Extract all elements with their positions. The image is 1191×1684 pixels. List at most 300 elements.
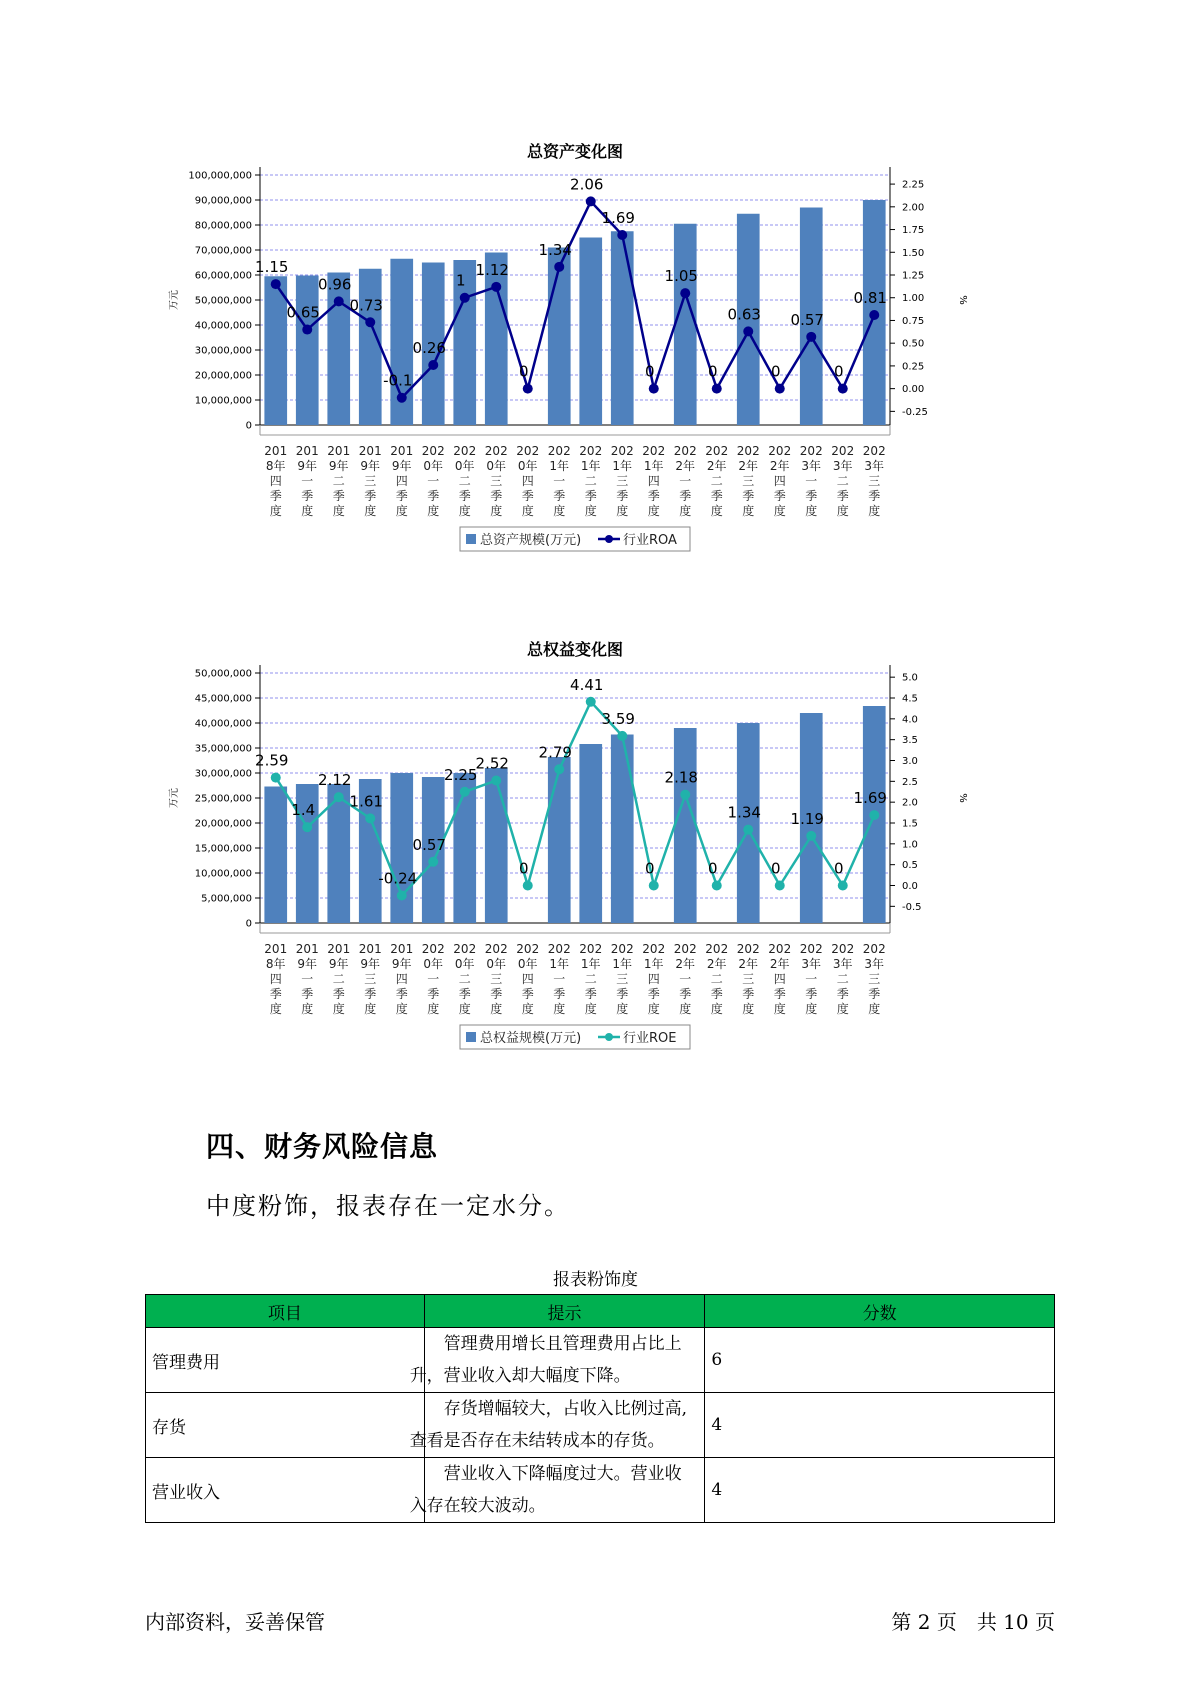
header-score: 分数 (705, 1295, 1055, 1328)
series-point (617, 230, 627, 240)
y-tick-label: 10,000,000 (194, 395, 252, 407)
x-category-label: 202 (799, 942, 823, 956)
data-label: 0 (518, 362, 529, 381)
x-category-label: 度 (616, 504, 629, 518)
series-point (712, 384, 722, 394)
data-label: 2.18 (664, 768, 698, 787)
x-category-label: 201 (327, 444, 351, 458)
x-category-label: 季 (679, 489, 692, 503)
x-category-label: 度 (301, 1002, 314, 1016)
x-category-label: 度 (458, 504, 471, 518)
series-point (869, 810, 879, 820)
series-point (491, 282, 501, 292)
x-category-label: 度 (647, 1002, 660, 1016)
x-category-label: 季 (805, 489, 818, 503)
bar (611, 735, 634, 924)
data-label: 0 (518, 859, 529, 878)
x-category-label: 度 (805, 1002, 818, 1016)
y2-tick-label: 1.0 (902, 839, 918, 851)
x-category-label: 二 (584, 474, 597, 488)
series-point (680, 288, 690, 298)
x-category-label: 季 (710, 987, 723, 1001)
x-category-label: 0年 (517, 957, 538, 971)
x-category-label: 四 (521, 972, 534, 986)
x-category-label: 季 (458, 489, 471, 503)
y2-tick-label: -0.5 (902, 901, 922, 913)
x-category-label: 四 (395, 972, 408, 986)
x-category-label: 度 (773, 504, 786, 518)
x-category-label: 202 (736, 942, 760, 956)
data-label: 2.52 (475, 754, 509, 773)
series-point (775, 384, 785, 394)
row-score: 6 (705, 1328, 1055, 1393)
x-category-label: 三 (490, 972, 503, 986)
x-category-label: 1年 (612, 957, 633, 971)
x-category-label: 2年 (738, 459, 759, 473)
x-category-label: 度 (553, 1002, 566, 1016)
x-category-label: 季 (584, 489, 597, 503)
y2-tick-label: 2.00 (902, 202, 925, 214)
x-category-label: 三 (616, 474, 629, 488)
series-point (397, 891, 407, 901)
series-point (743, 326, 753, 336)
x-category-label: 201 (390, 942, 414, 956)
y2-axis-label: % (957, 295, 968, 305)
x-category-label: 季 (679, 987, 692, 1001)
x-category-label: 季 (490, 987, 503, 1001)
hint-line: 存货增幅较大，占收入比例过高, (443, 1399, 688, 1419)
x-category-label: 四 (521, 474, 534, 488)
x-category-label: 度 (332, 504, 345, 518)
data-label: 1.12 (475, 260, 509, 279)
x-category-label: 3年 (864, 459, 885, 473)
x-category-label: 202 (705, 942, 729, 956)
x-category-label: 度 (710, 1002, 723, 1016)
data-label: 2.06 (570, 175, 604, 194)
x-category-label: 度 (584, 504, 597, 518)
x-category-label: 二 (836, 474, 849, 488)
data-label: 3.59 (601, 709, 635, 728)
legend-line-label: 行业ROE (623, 1031, 677, 1046)
x-category-label: 季 (269, 987, 282, 1001)
x-category-label: 季 (364, 489, 377, 503)
x-category-label: 3年 (832, 957, 853, 971)
x-category-label: 201 (358, 444, 382, 458)
x-category-label: 二 (584, 972, 597, 986)
x-category-label: 度 (427, 504, 440, 518)
x-category-label: 季 (836, 489, 849, 503)
x-category-label: 8年 (265, 957, 286, 971)
x-category-label: 度 (427, 1002, 440, 1016)
x-category-label: 9年 (328, 957, 349, 971)
x-category-label: 0年 (423, 957, 444, 971)
x-category-label: 二 (458, 474, 471, 488)
x-category-label: 202 (484, 444, 508, 458)
x-category-label: 1年 (643, 957, 664, 971)
y-tick-label: 90,000,000 (194, 195, 252, 207)
x-category-label: 度 (458, 1002, 471, 1016)
bar (327, 273, 350, 426)
y-tick-label: 40,000,000 (194, 718, 252, 730)
x-category-label: 2年 (738, 957, 759, 971)
x-category-label: 四 (647, 474, 660, 488)
series-point (460, 293, 470, 303)
y2-tick-label: 0.0 (902, 881, 918, 892)
x-category-label: 202 (736, 444, 760, 458)
x-category-label: 季 (490, 489, 503, 503)
series-point (334, 792, 344, 802)
x-category-label: 度 (868, 504, 881, 518)
series-point (775, 881, 785, 891)
x-category-label: 三 (364, 972, 377, 986)
x-category-label: 202 (831, 444, 855, 458)
x-category-label: 9年 (297, 957, 318, 971)
data-label: 0 (707, 859, 718, 878)
x-category-label: 0年 (454, 957, 475, 971)
data-label: 2.12 (318, 771, 352, 790)
legend-bar-swatch (466, 1032, 476, 1042)
x-category-label: 一 (805, 474, 818, 488)
series-point (554, 764, 564, 774)
x-category-label: 0年 (423, 459, 444, 473)
y-axis-label: 万元 (169, 788, 180, 808)
hint-line: 管理费用增长且管理费用占比上 (443, 1334, 682, 1354)
x-category-label: 2年 (706, 957, 727, 971)
x-category-label: 二 (458, 972, 471, 986)
x-category-label: 季 (553, 987, 566, 1001)
x-category-label: 三 (490, 474, 503, 488)
x-category-label: 季 (427, 489, 440, 503)
bar (737, 723, 760, 923)
data-label: -0.1 (383, 371, 413, 390)
x-category-label: 度 (679, 504, 692, 518)
risk-table (145, 1294, 1055, 1523)
x-category-label: 202 (768, 444, 792, 458)
x-category-label: 一 (301, 972, 314, 986)
series-point (554, 262, 564, 272)
x-category-label: 季 (868, 987, 881, 1001)
hint-line: 升，营业收入却大幅度下降。 (409, 1366, 631, 1386)
x-category-label: 201 (358, 942, 382, 956)
x-category-label: 201 (327, 942, 351, 956)
hint-line: 入存在较大波动。 (409, 1496, 546, 1516)
x-category-label: 季 (773, 489, 786, 503)
row-item: 存货 (146, 1393, 425, 1458)
x-category-label: 季 (647, 987, 660, 1001)
x-category-label: 度 (679, 1002, 692, 1016)
data-label: 0 (770, 362, 781, 381)
x-category-label: 度 (742, 504, 755, 518)
section-summary: 中度粉饰，报表存在一定水分。 (206, 1192, 570, 1220)
x-category-label: 四 (395, 474, 408, 488)
x-category-label: 202 (579, 942, 603, 956)
x-category-label: 202 (547, 942, 571, 956)
x-category-label: 季 (427, 987, 440, 1001)
x-category-label: 202 (705, 444, 729, 458)
data-label: 2.79 (538, 743, 572, 762)
x-category-label: 0年 (486, 957, 507, 971)
series-point (523, 881, 533, 891)
series-point (397, 393, 407, 403)
series-point (743, 825, 753, 835)
series-point (838, 384, 848, 394)
y-tick-label: 5,000,000 (201, 893, 252, 905)
x-category-label: 度 (490, 504, 503, 518)
y-tick-label: 0 (245, 918, 252, 930)
x-category-label: 2年 (675, 957, 696, 971)
data-label: 1.69 (601, 209, 635, 227)
data-label: 0.81 (853, 289, 887, 307)
x-category-label: 202 (642, 444, 666, 458)
series-point (806, 332, 816, 342)
x-category-label: 季 (332, 987, 345, 1001)
x-category-label: 季 (647, 489, 660, 503)
x-category-label: 9年 (360, 459, 381, 473)
data-label: 0.96 (318, 275, 352, 294)
footer-confidential: 内部资料，妥善保管 (145, 1610, 325, 1634)
x-category-label: 9年 (391, 459, 412, 473)
y-tick-label: 15,000,000 (194, 843, 252, 855)
series-point (491, 776, 501, 786)
x-category-label: 三 (616, 972, 629, 986)
x-category-label: 度 (364, 504, 377, 518)
x-category-label: 9年 (391, 957, 412, 971)
x-category-label: 9年 (328, 459, 349, 473)
x-category-label: 201 (264, 444, 288, 458)
x-category-label: 202 (421, 942, 445, 956)
chart-title: 总权益变化图 (526, 640, 624, 659)
y2-tick-label: 1.5 (902, 818, 918, 830)
x-category-label: 202 (831, 942, 855, 956)
series-point (460, 787, 470, 797)
x-category-label: 四 (773, 474, 786, 488)
row-score: 4 (705, 1458, 1055, 1523)
y-axis-label: 万元 (169, 290, 180, 310)
series-point (712, 881, 722, 891)
x-category-label: 度 (836, 1002, 849, 1016)
y2-tick-label: 4.5 (902, 693, 918, 705)
y-tick-label: 70,000,000 (194, 245, 252, 257)
data-label: 1.19 (790, 809, 824, 828)
data-label: 0 (833, 362, 844, 381)
series-point (617, 731, 627, 741)
y-tick-label: 40,000,000 (194, 320, 252, 332)
y2-tick-label: -0.25 (902, 406, 928, 418)
x-category-label: 1年 (580, 459, 601, 473)
x-category-label: 一 (427, 474, 440, 488)
x-category-label: 一 (553, 474, 566, 488)
x-category-label: 201 (295, 444, 319, 458)
x-category-label: 二 (332, 474, 345, 488)
x-category-label: 度 (490, 1002, 503, 1016)
series-point (428, 857, 438, 867)
x-category-label: 季 (584, 987, 597, 1001)
data-label: 1.05 (664, 267, 698, 286)
y2-axis-label: % (957, 793, 968, 803)
x-category-label: 202 (453, 444, 477, 458)
data-label: 4.41 (570, 675, 604, 694)
series-point (365, 317, 375, 327)
x-category-label: 季 (805, 987, 818, 1001)
data-label: 0.73 (349, 296, 383, 315)
x-category-label: 度 (521, 1002, 534, 1016)
x-category-label: 201 (295, 942, 319, 956)
y-tick-label: 60,000,000 (194, 270, 252, 282)
y-tick-label: 20,000,000 (194, 818, 252, 830)
total-assets-chart (150, 135, 1040, 590)
data-label: 2.25 (444, 765, 478, 784)
table-row (146, 1328, 1055, 1393)
row-item: 营业收入 (146, 1458, 425, 1523)
data-label: 0 (770, 859, 781, 878)
section-heading: 四、财务风险信息 (206, 1130, 439, 1163)
header-hint: 提示 (424, 1295, 705, 1328)
legend-line-label: 行业ROA (623, 533, 677, 548)
series-point (365, 813, 375, 823)
legend-bar-swatch (466, 534, 476, 544)
data-label: 1 (455, 271, 466, 290)
x-category-label: 度 (868, 1002, 881, 1016)
series-point (271, 279, 281, 289)
x-category-label: 1年 (580, 957, 601, 971)
x-category-label: 季 (521, 489, 534, 503)
y2-tick-label: 3.0 (902, 756, 918, 767)
data-label: -0.24 (378, 869, 418, 888)
data-label: 1.34 (727, 803, 761, 822)
row-item: 管理费用 (146, 1328, 425, 1393)
x-category-label: 202 (516, 942, 540, 956)
x-category-label: 度 (269, 1002, 282, 1016)
x-category-label: 季 (395, 489, 408, 503)
y2-tick-label: 0.5 (902, 860, 918, 872)
legend-line-marker (605, 535, 613, 543)
y2-tick-label: 0.50 (902, 338, 925, 350)
x-category-label: 一 (553, 972, 566, 986)
chart-title: 总资产变化图 (526, 142, 624, 161)
x-category-label: 季 (742, 489, 755, 503)
bar (579, 744, 602, 923)
x-category-label: 三 (868, 972, 881, 986)
y2-tick-label: 2.0 (902, 797, 918, 809)
legend-line-marker (605, 1033, 613, 1041)
y2-tick-label: 0.75 (902, 315, 925, 327)
x-category-label: 202 (642, 942, 666, 956)
table-header-row (146, 1295, 1055, 1328)
x-category-label: 度 (553, 504, 566, 518)
x-category-label: 季 (521, 987, 534, 1001)
bar (674, 728, 697, 923)
y2-tick-label: 5.0 (902, 672, 918, 684)
series-point (649, 384, 659, 394)
y-tick-label: 0 (245, 420, 252, 432)
header-item: 项目 (146, 1295, 425, 1328)
data-label: 1.61 (349, 792, 383, 811)
hint-line: 查看是否存在未结转成本的存货。 (409, 1431, 665, 1451)
x-category-label: 一 (679, 474, 692, 488)
x-category-label: 202 (579, 444, 603, 458)
series-point (302, 325, 312, 335)
data-label: 1.34 (538, 240, 572, 259)
x-category-label: 202 (862, 942, 886, 956)
bar (579, 238, 602, 426)
x-category-label: 202 (799, 444, 823, 458)
hint-line: 营业收入下降幅度过大。营业收 (443, 1464, 682, 1484)
x-category-label: 202 (453, 942, 477, 956)
x-category-label: 一 (679, 972, 692, 986)
bar (359, 269, 382, 425)
data-label: 0.57 (412, 835, 446, 854)
y2-tick-label: 1.00 (902, 293, 925, 305)
x-category-label: 202 (516, 444, 540, 458)
x-category-label: 1年 (549, 459, 570, 473)
row-hint (409, 1328, 705, 1393)
series-point (838, 881, 848, 891)
x-category-label: 0年 (486, 459, 507, 473)
x-category-label: 季 (395, 987, 408, 1001)
data-label: 0 (707, 362, 718, 381)
y-tick-label: 10,000,000 (194, 868, 252, 880)
y2-tick-label: 2.5 (902, 776, 918, 788)
footer-page-number: 第 2 页 共 10 页 (891, 1610, 1055, 1634)
x-category-label: 三 (742, 474, 755, 488)
data-label: 1.15 (255, 258, 289, 277)
x-category-label: 四 (647, 972, 660, 986)
bar (611, 231, 634, 425)
series-point (806, 831, 816, 841)
row-score: 4 (705, 1393, 1055, 1458)
x-category-label: 度 (710, 504, 723, 518)
series-point (586, 196, 596, 206)
x-category-label: 202 (610, 942, 634, 956)
data-label: 0.26 (412, 339, 446, 357)
x-category-label: 1年 (612, 459, 633, 473)
y-tick-label: 50,000,000 (194, 295, 252, 307)
x-category-label: 3年 (864, 957, 885, 971)
y-tick-label: 50,000,000 (194, 668, 252, 680)
chart-svg (150, 633, 1040, 1088)
x-category-label: 202 (862, 444, 886, 458)
x-category-label: 202 (673, 942, 697, 956)
chart-svg (150, 135, 1040, 590)
series-point (586, 697, 596, 707)
y2-tick-label: 3.5 (902, 735, 918, 747)
x-category-label: 季 (364, 987, 377, 1001)
y2-tick-label: 4.0 (902, 714, 918, 726)
x-category-label: 1年 (643, 459, 664, 473)
bar (485, 768, 508, 923)
y-tick-label: 100,000,000 (188, 170, 252, 182)
x-category-label: 度 (742, 1002, 755, 1016)
x-category-label: 二 (710, 972, 723, 986)
x-category-label: 四 (269, 972, 282, 986)
y2-tick-label: 2.25 (902, 179, 925, 191)
y2-tick-label: 1.75 (902, 225, 925, 237)
y2-tick-label: 0.25 (902, 361, 925, 373)
x-category-label: 2年 (769, 459, 790, 473)
y2-tick-label: 0.00 (902, 384, 925, 396)
x-category-label: 9年 (360, 957, 381, 971)
x-category-label: 1年 (549, 957, 570, 971)
x-category-label: 季 (269, 489, 282, 503)
data-label: 0.63 (727, 305, 761, 324)
x-category-label: 四 (773, 972, 786, 986)
total-equity-chart (150, 633, 1040, 1088)
x-category-label: 202 (484, 942, 508, 956)
x-category-label: 度 (332, 1002, 345, 1016)
data-label: 0 (644, 362, 655, 381)
x-category-label: 度 (301, 504, 314, 518)
x-category-label: 202 (673, 444, 697, 458)
